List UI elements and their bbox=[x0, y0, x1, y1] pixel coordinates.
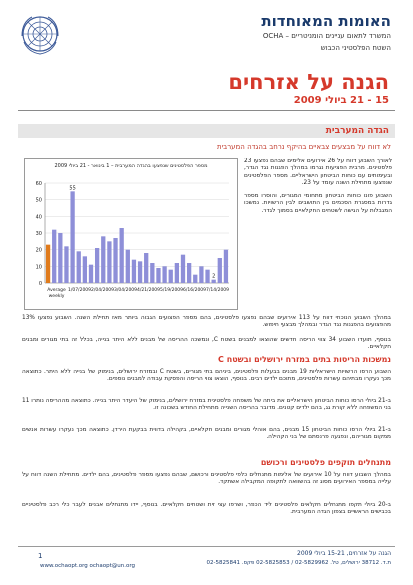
intro-paragraph-2: השבוע פונו כוחות הביטחון מתחומי המגורים, והוסרו מספר גדרות במסגרת הסכמים בין התושבים לבין הרשויות. נמשכו המגבלות על הגישה לשטחים החקלאיים בסמוך לגדר. bbox=[244, 193, 392, 214]
section-bar-west-bank bbox=[18, 124, 395, 138]
injuries-chart bbox=[24, 158, 238, 310]
x-tick-label: 4/21/2009 bbox=[136, 288, 161, 293]
chart-bar bbox=[205, 270, 209, 283]
chart-bar bbox=[64, 246, 68, 283]
body-paragraph-6: ב-21 ביולי הרסו כוחות הביטחון הישראליים את ביתה של משפחה פלסטינית במזרח ירושלים, בנימוק של היעדר היתר בנייה. כתוצאה מההריסה נותרו 11 בני המשפחה ללא קורת גג, בהם ילדים קטנים. מדובר בהריסה השנייה מתחילת החודש בשכונה זו. bbox=[22, 398, 391, 412]
chart-bar bbox=[144, 253, 148, 283]
section-title-west-bank: הגדה המערבית bbox=[325, 126, 389, 136]
chart-bar bbox=[70, 191, 74, 283]
subheading-demolitions: נמשכות הריסות בתים במזרח ירושלים ובשטח C bbox=[218, 355, 391, 364]
chart-bar bbox=[120, 228, 124, 283]
chart-bar bbox=[224, 250, 228, 283]
report-dates: 15 - 21 ביולי 2009 bbox=[293, 95, 389, 106]
footer-title: הגנה על אזרחים, 15-21 ביולי 2009 bbox=[297, 550, 391, 557]
chart-bar bbox=[169, 270, 173, 283]
x-tick-label: 2/04/2009 bbox=[90, 288, 115, 293]
report-title: הגנה על אזרחים bbox=[228, 70, 389, 94]
page-number: 1 bbox=[38, 552, 43, 560]
chart-bar bbox=[132, 260, 136, 283]
org-department: המשרד לתאום עניינים הומניטריים – OCHA bbox=[262, 32, 391, 40]
chart-bar bbox=[187, 263, 191, 283]
x-tick-label: 6/16/2009 bbox=[182, 288, 207, 293]
chart-bar bbox=[175, 263, 179, 283]
body-paragraph-7: ב-21 ביולי הרסו כוחות הביטחון 15 מבנים, בהם אוהלי מגורים ומבנים חקלאיים, בקהילה בדווית בבקעת הירדן. כתוצאה מכך נעקרו עשרות אנשים ממקום מגוריהם, ונפגעה פרנסתם של בני הקהילה. bbox=[22, 427, 391, 441]
x-tick-label: 5/19/2009 bbox=[159, 288, 184, 293]
chart-bar bbox=[101, 236, 105, 283]
subheading-settler-attacks: מתנחלים תוקפים פלסטינים ורכושם bbox=[260, 458, 391, 467]
footer-web-links[interactable]: www.ochaopt.org ochaopt@un.org bbox=[40, 563, 136, 569]
y-tick-label: 50 bbox=[35, 197, 42, 204]
chart-bar bbox=[181, 255, 185, 283]
data-label: 2 bbox=[212, 273, 216, 280]
y-tick-label: 0 bbox=[38, 281, 42, 287]
chart-bar bbox=[83, 256, 87, 283]
body-paragraph-5: השבוע הרסו הרשויות הישראליות 19 מבנים בבעלות פלסטינים, ביניהם בתי מגורים, בשטח C ובמזרח ירושלים, בנימוק של בנייה ללא היתר. כתוצאה מכך נעקרו מבתיהם עשרות פלסטינים, מתוכם ילדים רבים. בנוסף, הוצאו צווי הריסה והפסקת עבודה למבנים נוספים. bbox=[22, 369, 392, 383]
chart-bar bbox=[58, 233, 62, 283]
x-tick-label: 1/07/2009 bbox=[67, 288, 92, 293]
section-subtitle: לא דווח על מבצעים צבאיים בהיקף נרחב בהגדה המערבית bbox=[216, 143, 391, 151]
chart-bar bbox=[199, 266, 203, 283]
x-tick-label: 3/04/2009 bbox=[113, 288, 138, 293]
footer-divider bbox=[18, 546, 395, 547]
un-emblem-icon bbox=[18, 12, 62, 56]
intro-paragraph-1: לאורך השבוע דווח על 26 אירועים אלימים שבהם נפצעו 23 פלסטינים. מרבית הפציעות נגרמו במהלך הפגנות נגד הגדר, ובעימותים עם כוחות הביטחון הישראליים. מספר הפלסטינים שנפצעו מתחילת השנה עומד על 23. bbox=[244, 158, 392, 186]
chart-bar bbox=[138, 261, 142, 283]
chart-canvas bbox=[25, 159, 237, 309]
title-divider bbox=[18, 110, 395, 111]
body-paragraph-8: במהלך השבוע דווח על 10 אירועים של אלימות מתנחלים כלפי פלסטינים ורכושם, שבהם נפצעו מספר פלסטינים, בהם ילדים. מתחילת השנה דווח על עלייה במספר האירועים מסוג זה בהשוואה לתקופה המקבילה אשתקד. bbox=[22, 472, 391, 486]
chart-bar bbox=[126, 250, 130, 283]
intro-column bbox=[244, 158, 392, 308]
chart-bar bbox=[150, 263, 154, 283]
chart-bar bbox=[193, 275, 197, 283]
x-tick-label: Average bbox=[47, 288, 66, 293]
x-tick-label: weekly bbox=[48, 294, 65, 299]
chart-bar bbox=[218, 258, 222, 283]
chart-bar bbox=[162, 266, 166, 283]
y-tick-label: 60 bbox=[35, 181, 42, 187]
chart-bar bbox=[107, 241, 111, 283]
chart-title: מספר הפלסטינים שנפצעו בהגדה המערבית – 1 בינואר - 21 ביולי 2009 bbox=[54, 163, 208, 169]
y-tick-label: 10 bbox=[35, 264, 42, 271]
data-label: 55 bbox=[69, 185, 76, 192]
y-tick-label: 40 bbox=[35, 214, 42, 221]
chart-bar bbox=[46, 245, 50, 283]
body-paragraph-9: ב-20 ביולי תקפו מתנחלים חקלאים פלסטינים ליד הכפר, ושרפו עצי זית ושטחים חקלאיים. בנוסף, יידו מתנחלים אבנים לעבר כלי רכב פלסטיניים בכבישים הראשיים בצפון הגדה המערבית. bbox=[22, 502, 391, 516]
org-name: האומות המאוחדות bbox=[261, 12, 391, 30]
chart-bar bbox=[89, 265, 93, 283]
y-tick-label: 20 bbox=[35, 247, 42, 254]
org-region: השטח הפלסטיני הכבוש bbox=[320, 44, 391, 52]
chart-bar bbox=[113, 238, 117, 283]
y-tick-label: 30 bbox=[35, 231, 42, 237]
body-paragraph-3: במהלך השבוע הנוכחי דווח על 113 אירועים שבהם נפצעו פלסטינים, בהם מספר הפצועים הגבוה ביותר מאז תחילת השנה. השבוע נפצעו 13% מהפצועים בהפגנות נגד הגדר ובמהלך מבצעי חיפוש. bbox=[22, 315, 391, 329]
chart-bar bbox=[95, 248, 99, 283]
chart-bar bbox=[77, 251, 81, 283]
footer-contact: ת.ד. 38712 ירושלים, טל. 02-5829962 / 02-5825853 פקס. 02-5825841 bbox=[206, 560, 391, 566]
chart-bar bbox=[52, 230, 56, 283]
chart-bar bbox=[156, 268, 160, 283]
chart-bar bbox=[212, 280, 216, 283]
x-tick-label: 7/14/2009 bbox=[205, 288, 230, 293]
body-paragraph-4: בנוסף, תועדו השבוע 34 צווי הריסה חדשים שהוצאו למבנים בשטח C, ונמשכה ההריסה של מבנים ללא היתר בנייה, בכלל זה בתי מגורים ומבנים חקלאיים. bbox=[22, 337, 391, 351]
